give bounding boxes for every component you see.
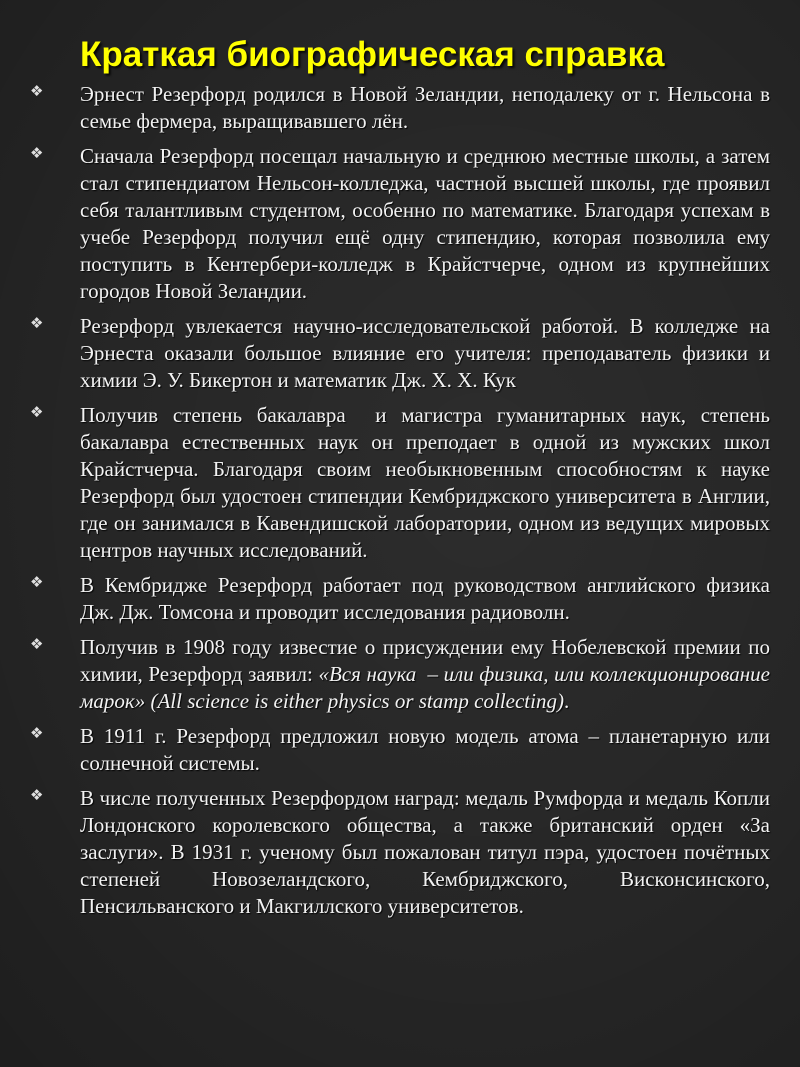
bullet-text: Получив степень бакалавра и магистра гуманитарных наук, степень бакалавра естественных наук он преподает в одной из мужских школ Крайстчерча. Благодаря своим необыкновенным способностям к науке Резерфорд был удостоен стипендии Кембриджского университета в Англии, где он занимался в Кавендишской лаборатории, одном из ведущих мировых центров научных исследований. xyxy=(80,403,776,563)
diamond-bullet-icon: ❖ xyxy=(30,724,44,743)
bullet-text: . xyxy=(563,689,570,714)
diamond-bullet-icon: ❖ xyxy=(30,144,44,163)
bullet-text: Получив в 1908 году известие о присуждении ему Нобелевской премии по химии, Резерфорд заявил: xyxy=(80,635,776,687)
bullet-text: Сначала Резерфорд посещал начальную и среднюю местные школы, а затем стал стипендиатом Нельсон-колледжа, частной высшей школы, где проявил себя талантливым студентом, особенно по математике. Благодаря успехам в учебе Резерфорд получил ещё одну стипендию, которая позволила ему поступить в Кентербери-колледж в Крайстчерче, одном из крупнейших городов Новой Зеландии. xyxy=(80,144,776,304)
list-item xyxy=(30,634,776,715)
list-item xyxy=(30,143,776,305)
bullet-text: В Кембридже Резерфорд работает под руководством английского физика Дж. Дж. Томсона и проводит исследования радиоволн. xyxy=(80,573,776,625)
diamond-bullet-icon: ❖ xyxy=(30,82,44,101)
list-item xyxy=(30,402,776,564)
bullet-text: Эрнест Резерфорд родился в Новой Зеландии, неподалеку от г. Нельсона в семье фермера, выращивавшего лён. xyxy=(80,82,776,134)
bullet-text: В числе полученных Резерфордом наград: медаль Румфорда и медаль Копли Лондонского королевского общества, а также британский орден «За заслуги». В 1931 г. ученому был пожалован титул пэра, удостоен почётных степеней Новозеландского, Кембриджского, Висконсинского, Пенсильванского и Макгиллского университетов. xyxy=(80,786,776,919)
diamond-bullet-icon: ❖ xyxy=(30,635,44,654)
diamond-bullet-icon: ❖ xyxy=(30,403,44,422)
diamond-bullet-icon: ❖ xyxy=(30,573,44,592)
diamond-bullet-icon: ❖ xyxy=(30,786,44,805)
list-item xyxy=(30,313,776,394)
bullet-text: В 1911 г. Резерфорд предложил новую модель атома – планетарную или солнечной системы. xyxy=(80,724,776,776)
list-item xyxy=(30,81,776,135)
list-item xyxy=(30,723,776,777)
bullet-text: Резерфорд увлекается научно-исследовательской работой. В колледже на Эрнеста оказали большое влияние его учителя: преподаватель физики и химии Э. У. Бикертон и математик Дж. Х. Х. Кук xyxy=(80,314,776,393)
diamond-bullet-icon: ❖ xyxy=(30,314,44,333)
bullet-list xyxy=(30,81,776,920)
page-title: Краткая биографическая справка xyxy=(80,35,665,74)
bullet-text: «Вся наука – или физика, или коллекционирование марок» xyxy=(80,662,776,714)
list-item xyxy=(30,785,776,920)
bullet-text: (All science is either physics or stamp collecting) xyxy=(150,689,564,714)
list-item xyxy=(30,572,776,626)
